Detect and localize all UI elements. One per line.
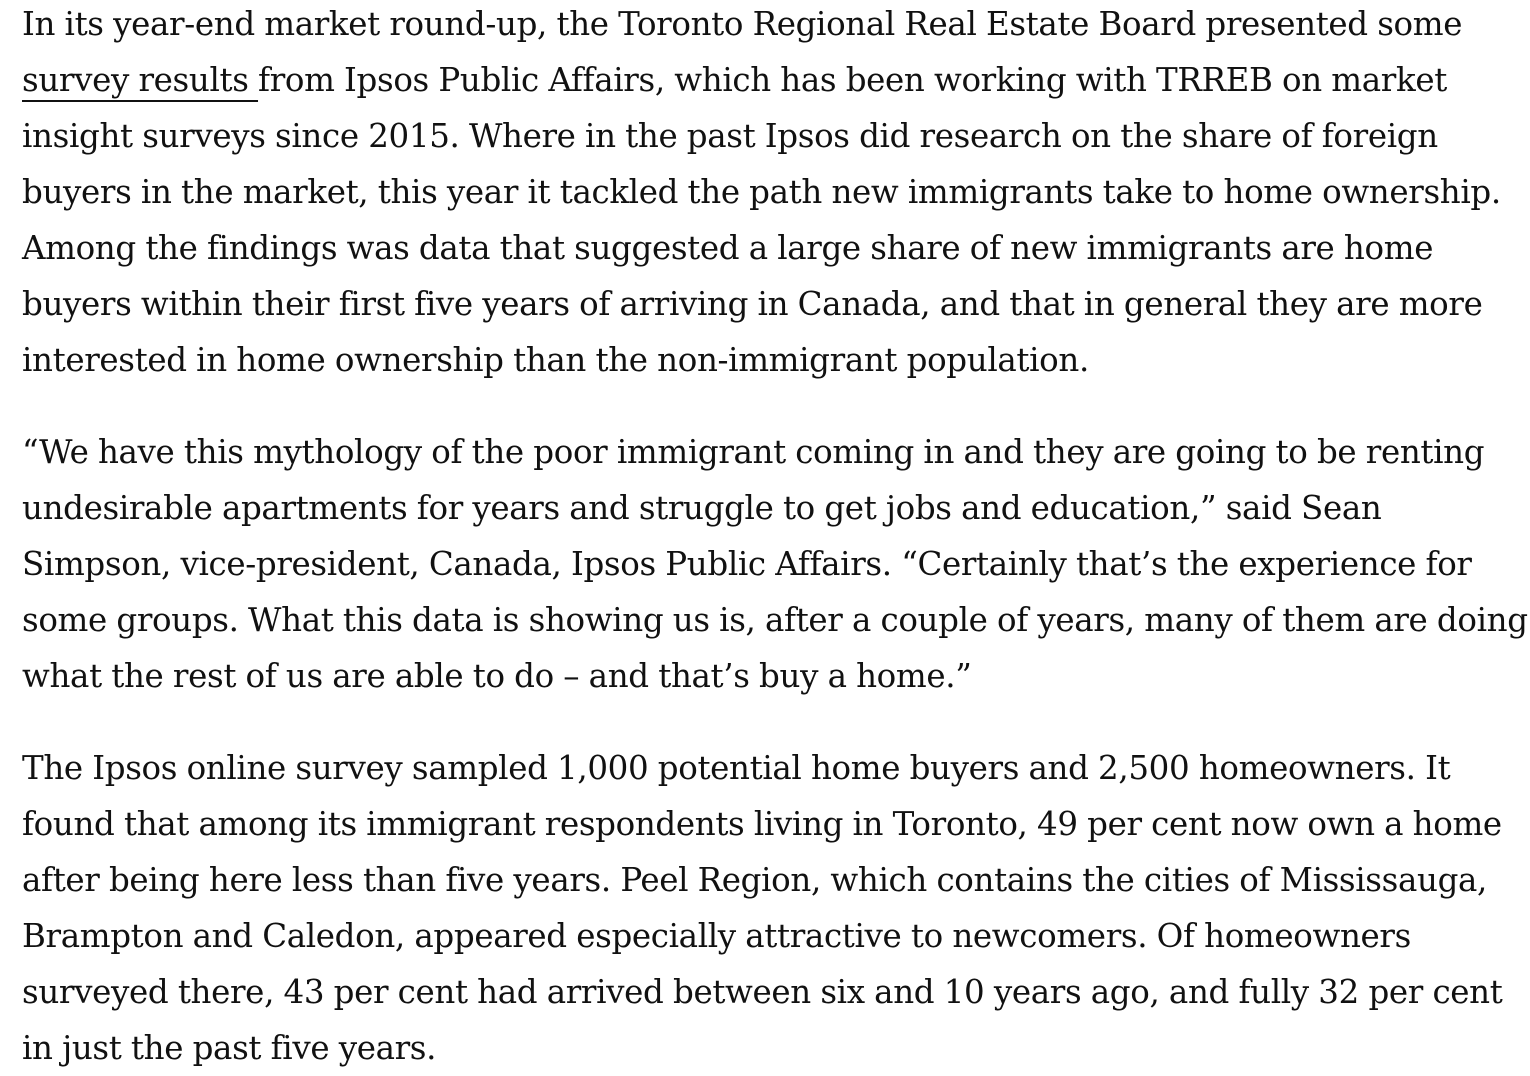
- paragraph-1-text-end: from Ipsos Public Affairs, which has been working with TRREB on market insight surveys since 2015. Where in the past Ipsos did research on the share of foreign buyers in the market, this year it tackled the path new immigrants take to home ownership. Among the findings was data that suggested a large share of new immigrants are home buyers within their first five years of arriving in Canada, and that in general they are more interested in home ownership than the non-immigrant population.: [22, 61, 1501, 379]
- article-paragraph-1: [22, 0, 1528, 388]
- survey-results-link[interactable]: survey results: [22, 61, 259, 99]
- article-paragraph-3: The Ipsos online survey sampled 1,000 potential home buyers and 2,500 homeowners. It found that among its immigrant respondents living in Toronto, 49 per cent now own a home after being here less than five years. Peel Region, which contains the cities of Mississauga, Brampton and Caledon, appeared especially attractive to newcomers. Of homeowners surveyed there, 43 per cent had arrived between six and 10 years ago, and fully 32 per cent in just the past five years.: [22, 749, 1503, 1067]
- article-paragraph-2: “We have this mythology of the poor immigrant coming in and they are going to be renting undesirable apartments for years and struggle to get jobs and education,” said Sean Simpson, vice-president, Canada, Ipsos Public Affairs. “Certainly that’s the experience for some groups. What this data is showing us is, after a couple of years, many of them are doing what the rest of us are able to do – and that’s buy a home.”: [22, 433, 1528, 695]
- paragraph-1-text-start: In its year-end market round-up, the Toronto Regional Real Estate Board presented some: [22, 5, 1463, 43]
